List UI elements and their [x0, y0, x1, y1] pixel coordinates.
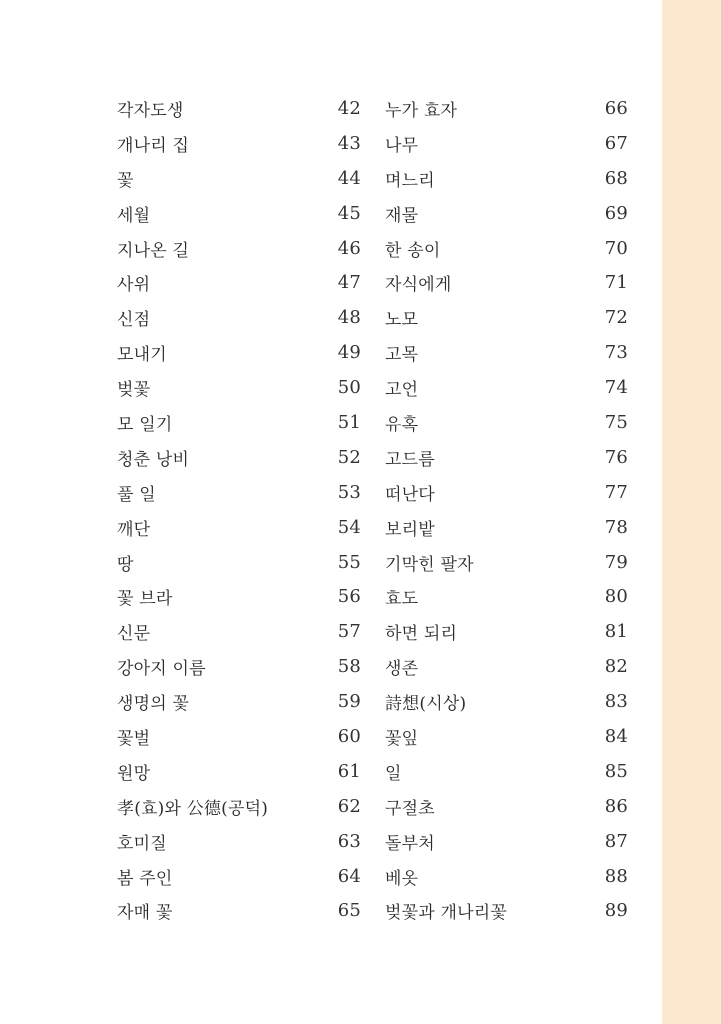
toc-entry-page-number: 57 [337, 621, 361, 643]
toc-entry-title: 詩想(시상) [385, 694, 467, 715]
toc-entry-title: 세월 [117, 205, 151, 226]
toc-entry-title: 개나리 집 [117, 135, 190, 156]
toc-entry-title: 원망 [117, 763, 151, 784]
toc-entry-title: 모내기 [117, 345, 167, 366]
toc-entry-title: 베옷 [385, 868, 419, 889]
toc-entry [385, 161, 628, 196]
toc-entry-page-number: 47 [337, 272, 361, 294]
toc-entry [385, 824, 628, 859]
toc-entry-title: 자식에게 [385, 275, 452, 296]
toc-entry-page-number: 89 [604, 900, 628, 922]
toc-entry-page-number: 70 [604, 237, 628, 259]
toc-entry [385, 859, 628, 894]
toc-entry [117, 161, 361, 196]
toc-entry-title: 사위 [117, 275, 151, 296]
toc-entry-title: 자매 꽃 [117, 903, 173, 924]
toc-entry-page-number: 69 [604, 202, 628, 224]
toc-entry-title: 유혹 [385, 414, 419, 435]
toc-entry-page-number: 79 [604, 551, 628, 573]
toc-entry [117, 545, 361, 580]
toc-entry [117, 231, 361, 266]
toc-entry-page-number: 55 [337, 551, 361, 573]
toc-entry [117, 754, 361, 789]
toc-entry-title: 생명의 꽃 [117, 694, 190, 715]
toc-entry-title: 떠난다 [385, 484, 435, 505]
toc-entry-title: 생존 [385, 659, 419, 680]
toc-entry-title: 고목 [385, 345, 419, 366]
toc-entry-page-number: 87 [604, 830, 628, 852]
toc-entry-page-number: 84 [604, 725, 628, 747]
toc-entry-page-number: 56 [337, 586, 361, 608]
toc-entry-page-number: 62 [337, 795, 361, 817]
toc-entry-title: 벚꽃 [117, 380, 151, 401]
toc-entry-title: 재물 [385, 205, 419, 226]
toc-entry-title: 며느리 [385, 170, 435, 191]
toc-entry-page-number: 72 [604, 307, 628, 329]
toc-entry-title: 하면 되리 [385, 624, 458, 645]
toc-entry [117, 859, 361, 894]
toc-entry-title: 기막힌 팔자 [385, 554, 474, 575]
toc-entry [385, 405, 628, 440]
toc-entry-title: 모 일기 [117, 414, 173, 435]
toc-entry-page-number: 53 [337, 481, 361, 503]
toc-entry-title: 호미질 [117, 833, 167, 854]
toc-left-column [117, 91, 361, 928]
toc-entry-page-number: 61 [337, 760, 361, 782]
toc-entry-page-number: 65 [337, 900, 361, 922]
toc-entry-page-number: 46 [337, 237, 361, 259]
toc-entry [117, 649, 361, 684]
toc-entry-page-number: 63 [337, 830, 361, 852]
toc-entry-title: 돌부처 [385, 833, 435, 854]
toc-entry [385, 91, 628, 126]
toc-entry-title: 고언 [385, 380, 419, 401]
toc-entry [117, 579, 361, 614]
toc-entry-page-number: 42 [337, 97, 361, 119]
toc-entry-title: 벚꽃과 개나리꽃 [385, 903, 507, 924]
toc-entry-page-number: 81 [604, 621, 628, 643]
toc-entry [385, 649, 628, 684]
toc-entry-title: 강아지 이름 [117, 659, 206, 680]
toc-entry-title: 꽃벌 [117, 728, 151, 749]
toc-entry [117, 405, 361, 440]
toc-entry [385, 475, 628, 510]
toc-entry-title: 꽃 [117, 170, 134, 191]
toc-entry [117, 719, 361, 754]
toc-entry-page-number: 60 [337, 725, 361, 747]
toc-entry-page-number: 58 [337, 656, 361, 678]
toc-entry-page-number: 88 [604, 865, 628, 887]
table-of-contents [117, 91, 628, 928]
toc-entry [117, 440, 361, 475]
toc-entry-title: 봄 주인 [117, 868, 173, 889]
toc-entry [117, 614, 361, 649]
toc-entry-page-number: 51 [337, 411, 361, 433]
toc-entry-page-number: 74 [604, 377, 628, 399]
toc-entry-page-number: 64 [337, 865, 361, 887]
toc-entry [117, 684, 361, 719]
toc-entry-page-number: 52 [337, 446, 361, 468]
toc-entry [385, 231, 628, 266]
toc-entry-page-number: 48 [337, 307, 361, 329]
toc-entry-title: 꽃 브라 [117, 589, 173, 610]
toc-entry-page-number: 59 [337, 691, 361, 713]
toc-right-column [385, 91, 628, 928]
toc-entry-title: 청춘 낭비 [117, 449, 190, 470]
toc-entry-page-number: 73 [604, 342, 628, 364]
toc-entry-title: 신문 [117, 624, 151, 645]
toc-entry [385, 265, 628, 300]
toc-entry [117, 265, 361, 300]
toc-entry [385, 614, 628, 649]
toc-entry-page-number: 77 [604, 481, 628, 503]
toc-entry-page-number: 67 [604, 132, 628, 154]
toc-entry-page-number: 85 [604, 760, 628, 782]
toc-entry-page-number: 45 [337, 202, 361, 224]
toc-entry [117, 91, 361, 126]
toc-entry-page-number: 75 [604, 411, 628, 433]
toc-entry [117, 893, 361, 928]
toc-entry [117, 370, 361, 405]
toc-entry [117, 335, 361, 370]
toc-entry [385, 545, 628, 580]
toc-entry-title: 지나온 길 [117, 240, 190, 261]
toc-entry-page-number: 71 [604, 272, 628, 294]
toc-entry-title: 노모 [385, 310, 419, 331]
toc-entry-title: 각자도생 [117, 100, 184, 121]
toc-entry-page-number: 43 [337, 132, 361, 154]
toc-entry-title: 풀 일 [117, 484, 156, 505]
toc-entry [385, 126, 628, 161]
toc-entry-page-number: 68 [604, 167, 628, 189]
toc-entry-title: 孝(효)와 公德(공덕) [117, 798, 269, 819]
toc-entry [385, 789, 628, 824]
toc-entry [385, 684, 628, 719]
toc-entry-page-number: 86 [604, 795, 628, 817]
toc-entry [385, 893, 628, 928]
toc-entry [385, 754, 628, 789]
toc-entry-page-number: 44 [337, 167, 361, 189]
toc-entry-title: 효도 [385, 589, 419, 610]
toc-entry [385, 719, 628, 754]
toc-entry [117, 196, 361, 231]
toc-entry [117, 300, 361, 335]
toc-entry-title: 땅 [117, 554, 134, 575]
toc-entry [385, 300, 628, 335]
toc-entry [385, 579, 628, 614]
toc-entry-page-number: 66 [604, 97, 628, 119]
toc-entry-title: 꽃잎 [385, 728, 419, 749]
toc-entry [117, 126, 361, 161]
toc-entry [385, 370, 628, 405]
toc-entry [385, 510, 628, 545]
toc-entry [385, 335, 628, 370]
toc-entry-title: 고드름 [385, 449, 435, 470]
toc-entry [117, 510, 361, 545]
toc-entry-page-number: 80 [604, 586, 628, 608]
toc-entry-title: 일 [385, 763, 402, 784]
toc-entry-page-number: 50 [337, 377, 361, 399]
toc-entry [385, 196, 628, 231]
toc-entry [117, 475, 361, 510]
toc-entry [117, 824, 361, 859]
toc-entry-page-number: 82 [604, 656, 628, 678]
toc-entry-title: 구절초 [385, 798, 435, 819]
toc-entry-title: 한 송이 [385, 240, 441, 261]
toc-entry-title: 누가 효자 [385, 100, 458, 121]
toc-entry-title: 깨단 [117, 519, 151, 540]
side-color-band [662, 0, 721, 1024]
toc-entry-title: 보리밭 [385, 519, 435, 540]
toc-entry-title: 나무 [385, 135, 419, 156]
toc-entry-page-number: 54 [337, 516, 361, 538]
toc-entry-title: 신점 [117, 310, 151, 331]
toc-entry [117, 789, 361, 824]
toc-entry-page-number: 49 [337, 342, 361, 364]
toc-entry-page-number: 76 [604, 446, 628, 468]
toc-entry-page-number: 78 [604, 516, 628, 538]
toc-entry [385, 440, 628, 475]
toc-entry-page-number: 83 [604, 691, 628, 713]
